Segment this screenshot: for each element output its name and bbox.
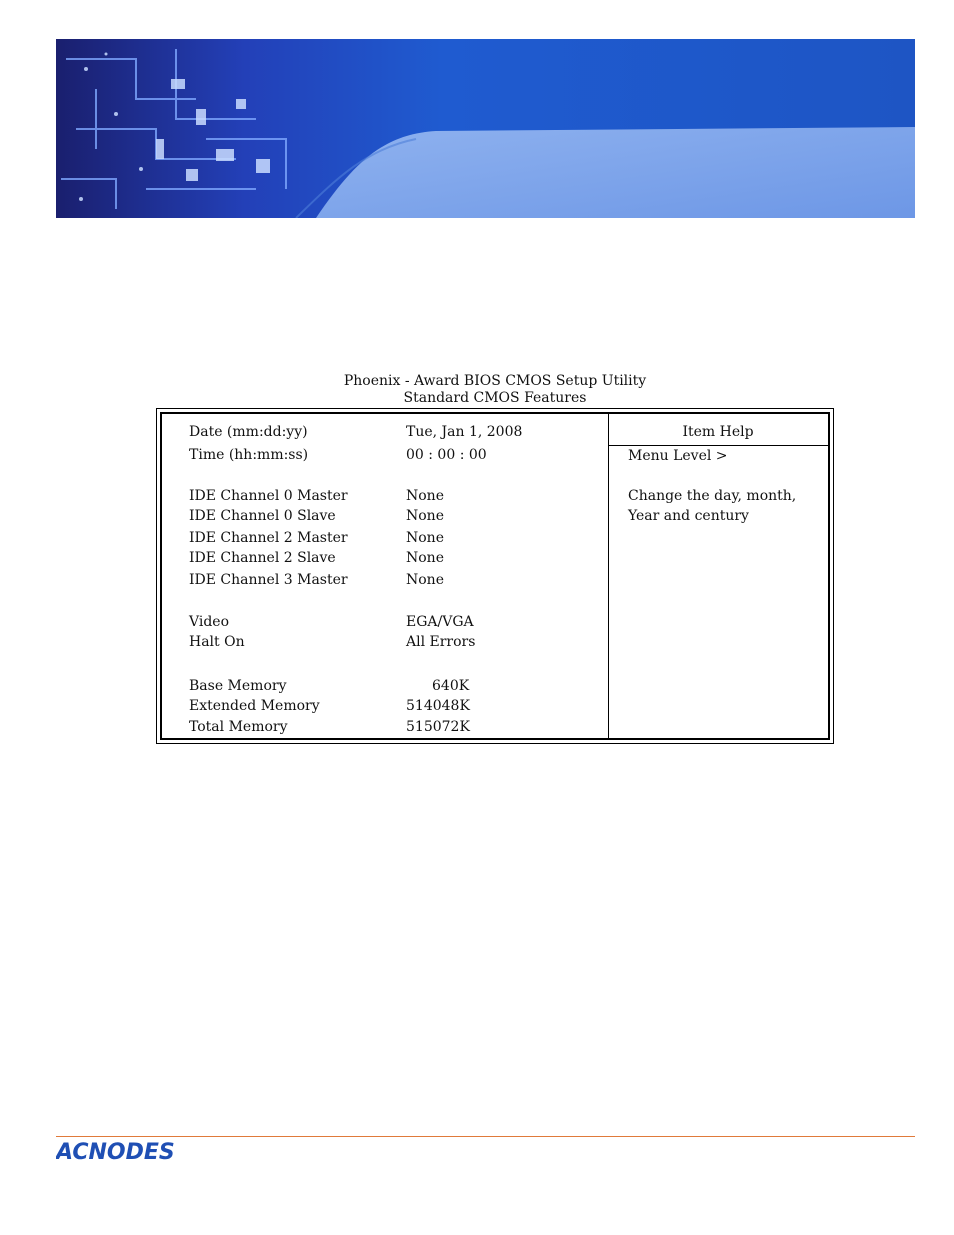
- menu-level-text: Menu Level >: [628, 448, 728, 464]
- help-line-1: Change the day, month,: [628, 488, 797, 504]
- setting-label-base-memory: Base Memory: [189, 678, 287, 694]
- setting-label-ide2-slave[interactable]: IDE Channel 2 Slave: [189, 550, 336, 566]
- setting-value-time[interactable]: 00 : 00 : 00: [406, 447, 487, 463]
- help-divider: [608, 414, 609, 738]
- setting-label-halt-on[interactable]: Halt On: [189, 634, 245, 650]
- help-line-2: Year and century: [628, 508, 749, 524]
- setting-value-video[interactable]: EGA/VGA: [406, 614, 474, 630]
- acnodes-logo: [56, 1138, 216, 1170]
- setting-value-extended-memory: 514048K: [406, 698, 470, 714]
- circuit-board-image: [56, 39, 915, 218]
- setting-label-ide2-master[interactable]: IDE Channel 2 Master: [189, 530, 348, 546]
- setting-value-ide0-master[interactable]: None: [406, 488, 444, 504]
- setting-label-ide0-master[interactable]: IDE Channel 0 Master: [189, 488, 348, 504]
- setting-value-ide2-master[interactable]: None: [406, 530, 444, 546]
- setting-label-video[interactable]: Video: [189, 614, 230, 630]
- setting-value-date[interactable]: Tue, Jan 1, 2008: [406, 424, 523, 440]
- setting-value-halt-on[interactable]: All Errors: [406, 634, 476, 650]
- setting-value-total-memory: 515072K: [406, 719, 470, 735]
- logo-text: ACNODES: [56, 1140, 175, 1165]
- footer-rule: [56, 1136, 915, 1137]
- bios-utility-name: Phoenix - Award BIOS CMOS Setup Utility: [343, 373, 647, 389]
- setting-label-date[interactable]: Date (mm:dd:yy): [189, 424, 308, 440]
- setting-label-time[interactable]: Time (hh:mm:ss): [189, 447, 309, 463]
- setting-value-base-memory: 640K: [432, 678, 470, 694]
- help-underline: [608, 445, 828, 446]
- setting-label-total-memory: Total Memory: [189, 719, 288, 735]
- item-help-heading: Item Help: [682, 424, 754, 440]
- bios-inner-frame: [160, 412, 830, 740]
- setting-label-ide0-slave[interactable]: IDE Channel 0 Slave: [189, 508, 336, 524]
- bios-page-name: Standard CMOS Features: [403, 390, 587, 406]
- bios-title: [300, 373, 690, 407]
- header-banner: [56, 39, 915, 218]
- setting-value-ide3-master[interactable]: None: [406, 572, 444, 588]
- bios-settings-panel: [156, 408, 834, 744]
- setting-value-ide0-slave[interactable]: None: [406, 508, 444, 524]
- setting-label-extended-memory: Extended Memory: [189, 698, 320, 714]
- setting-label-ide3-master[interactable]: IDE Channel 3 Master: [189, 572, 348, 588]
- setting-value-ide2-slave[interactable]: None: [406, 550, 444, 566]
